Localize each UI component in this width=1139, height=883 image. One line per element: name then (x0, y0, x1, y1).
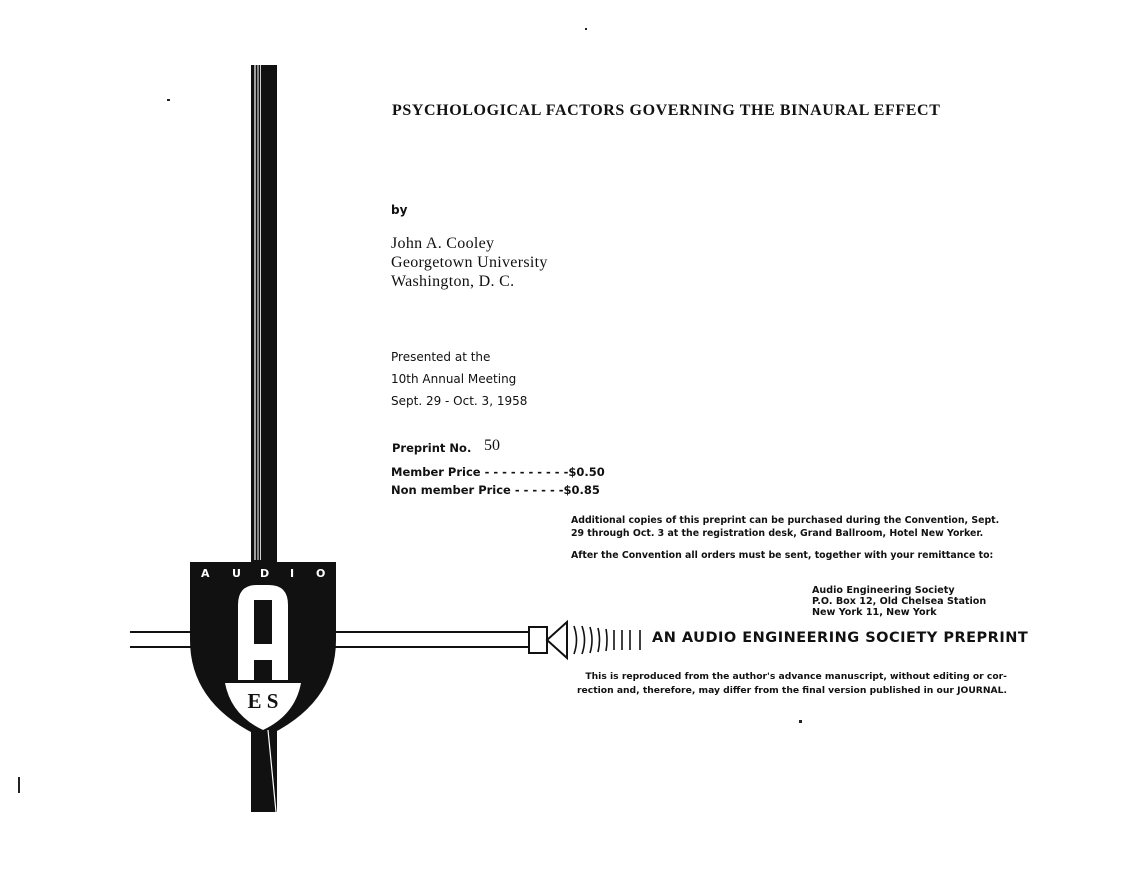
notice-line-3: After the Convention all orders must be sent, together with your remittance to: (571, 550, 994, 561)
member-price: Member Price - - - - - - - - - -$0.50 (391, 465, 605, 479)
logo-arc-letter-4: I (290, 567, 295, 580)
address-line-1: Audio Engineering Society (812, 585, 955, 596)
logo-arc-letter-3: D (260, 567, 270, 580)
presented-line: Presented at the (391, 350, 491, 364)
logo-arc-letter-1: A (201, 567, 210, 580)
address-line-3: New York 11, New York (812, 607, 937, 618)
notice-line-1: Additional copies of this preprint can be purchased during the Convention, Sept. (571, 515, 1000, 526)
author-name: John A. Cooley (391, 235, 495, 252)
speaker-icon (529, 622, 640, 658)
paper-title: PSYCHOLOGICAL FACTORS GOVERNING THE BINAURAL EFFECT (392, 102, 941, 119)
date-line: Sept. 29 - Oct. 3, 1958 (391, 394, 528, 408)
author-institution: Georgetown University (391, 254, 548, 271)
horizontal-lines-right (320, 632, 528, 647)
meeting-line: 10th Annual Meeting (391, 372, 517, 386)
disclaimer-line-2: rection and, therefore, may differ from the final version published in our JOURNAL. (577, 685, 1007, 696)
author-location: Washington, D. C. (391, 273, 515, 290)
preprint-banner: AN AUDIO ENGINEERING SOCIETY PREPRINT (652, 630, 1029, 646)
byline: by (391, 203, 408, 217)
address-line-2: P.O. Box 12, Old Chelsea Station (812, 596, 987, 607)
nonmember-price: Non member Price - - - - - -$0.85 (391, 483, 600, 497)
preprint-label: Preprint No. (392, 441, 472, 455)
preprint-number: 50 (484, 437, 500, 454)
logo-arc-letter-2: U (232, 567, 241, 580)
notice-line-2: 29 through Oct. 3 at the registration desk, Grand Ballroom, Hotel New Yorker. (571, 528, 984, 539)
disclaimer-line-1: This is reproduced from the author's advance manuscript, without editing or cor- (585, 671, 1007, 682)
logo-es-letters: E S (247, 689, 279, 713)
logo-arc-letter-5: O (316, 567, 326, 580)
